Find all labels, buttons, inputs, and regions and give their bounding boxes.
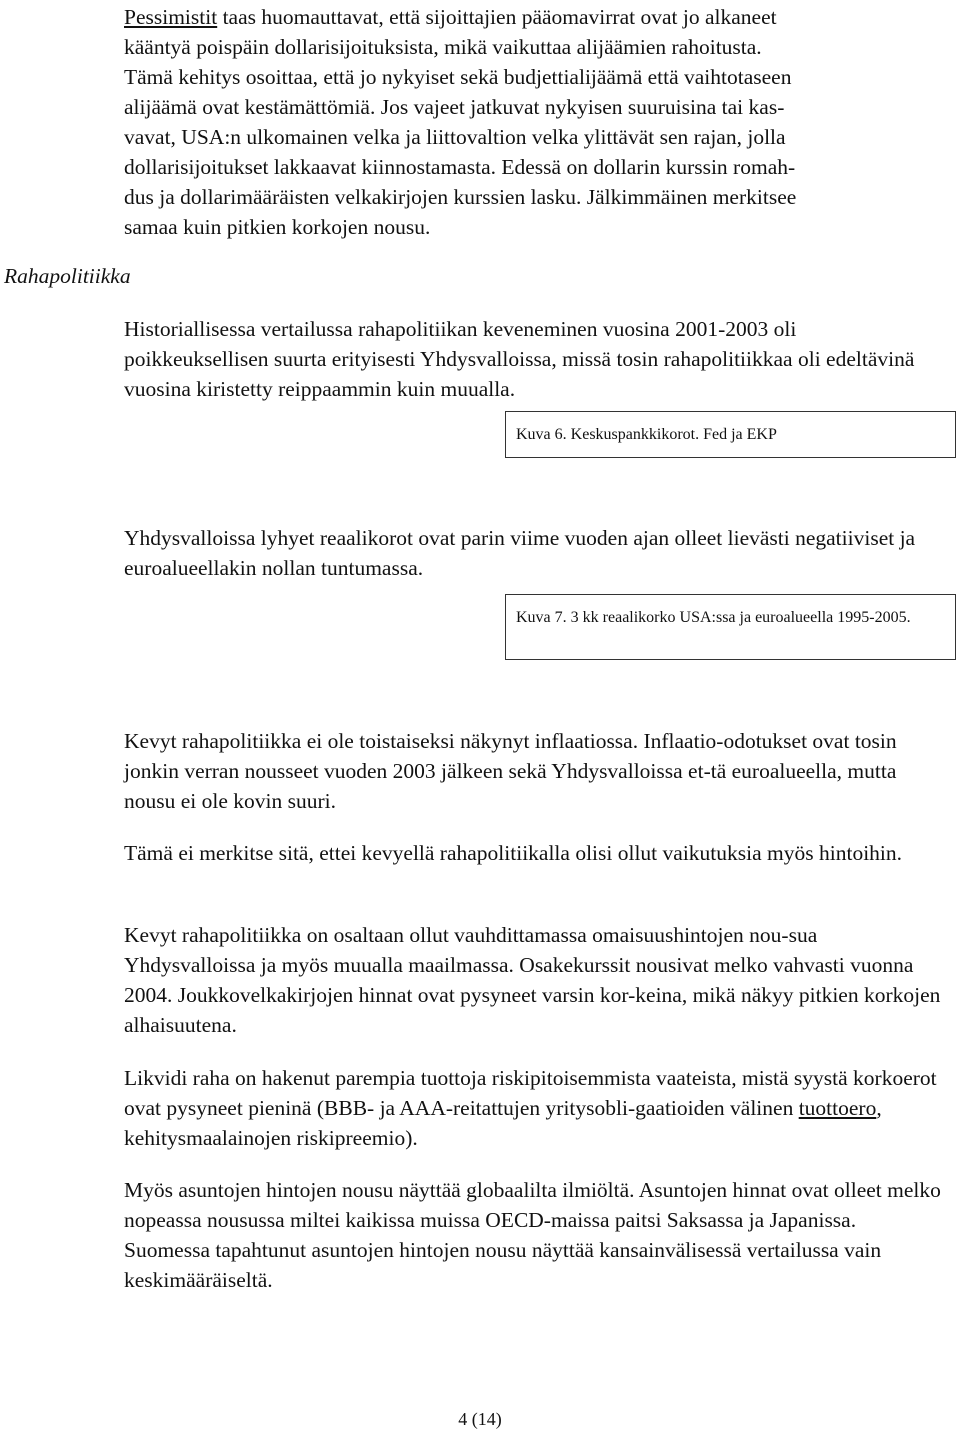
paragraph-historical-comparison: Historiallisessa vertailussa rahapolitiikan keveneminen vuosina 2001-2003 oli poikkeuksellisen suurta erityisesti Yhdysvalloissa, missä tosin rahapolitiikkaa oli edeltävinä vuosina kiristetty reippaammin kuin muualla. — [124, 317, 915, 401]
paragraph-line-2: kääntyä poispäin dollarisijoituksista, mikä vaikuttaa alijäämien rahoitusta. — [124, 35, 762, 59]
paragraph-line-8: samaa kuin pitkien korkojen nousu. — [124, 215, 431, 239]
figure-6-caption: Kuva 6. Keskuspankkikorot. Fed ja EKP — [516, 426, 777, 443]
paragraph-line-3: Tämä kehitys osoittaa, että jo nykyiset sekä budjettialijäämä että vaihtotaseen — [124, 65, 792, 89]
paragraph-line-1: Pessimistit taas huomauttavat, että sijoittajien pääomavirrat ovat jo alkaneet — [124, 5, 777, 29]
paragraph-prices: Tämä ei merkitse sitä, ettei kevyellä rahapolitiikalla olisi ollut vaikutuksia myös hintoihin. — [124, 841, 903, 865]
paragraph-line-4: alijäämä ovat kestämättömiä. Jos vajeet jatkuvat nykyisen suuruisina tai kas- — [124, 95, 785, 119]
figure-7-caption-box — [505, 594, 956, 660]
pessimistit-link[interactable]: Pessimistit — [124, 5, 218, 29]
paragraph-liquidity: Likvidi raha on hakenut parempia tuottoja riskipitoisemmista vaateista, mistä syystä korkoerot ovat pysyneet pieninä (BBB- ja AAA-reitattujen yritysobli-gaatioiden välinen tuottoero, kehitysmaalainojen riskipreemio). — [124, 1066, 937, 1150]
paragraph-real-rates: Yhdysvalloissa lyhyet reaalikorot ovat parin viime vuoden ajan olleet lievästi negatiiviset ja euroalueellakin nollan tuntumassa. — [124, 526, 916, 580]
paragraph-pessimists — [124, 2, 944, 242]
paragraph-housing-prices: Myös asuntojen hintojen nousu näyttää globaalilta ilmiöltä. Asuntojen hinnat ovat olleet melko nopeassa nousussa miltei kaikissa muissa OECD-maissa paitsi Saksassa ja Japanissa. Suomessa tapahtunut asuntojen hintojen nousu näyttää kansainvälisessä vertailussa vain keskimääräiseltä. — [124, 1178, 941, 1292]
tuottoero-link[interactable]: tuottoero — [798, 1096, 877, 1120]
paragraph-line-6: dollarisijoitukset lakkaavat kiinnostamasta. Edessä on dollarin kurssin romah- — [124, 155, 796, 179]
paragraph-line-7: dus ja dollarimääräisten velkakirjojen kurssien lasku. Jälkimmäinen merkitsee — [124, 185, 797, 209]
section-label-rahapolitiikka: Rahapolitiikka — [4, 264, 131, 288]
paragraph-inflation: Kevyt rahapolitiikka ei ole toistaiseksi näkynyt inflaatiossa. Inflaatio-odotukset ovat tosin jonkin verran nousseet vuoden 2003 jälkeen sekä Yhdysvalloissa et-tä euroalueella, mutta nousu ei ole kovin suuri. — [124, 729, 897, 813]
paragraph-line-5: vavat, USA:n ulkomainen velka ja liittovaltion velka ylittävät sen rajan, jolla — [124, 125, 786, 149]
figure-6-caption-box — [505, 411, 956, 458]
paragraph-asset-prices: Kevyt rahapolitiikka on osaltaan ollut vauhdittamassa omaisuushintojen nou-sua Yhdysvalloissa ja myös muualla maailmassa. Osakekurssit nousivat melko vahvasti vuonna 2004. Joukkovelkakirjojen hinnat ovat pysyneet varsin kor-keina, mikä näkyy pitkien korkojen alhaisuutena. — [124, 923, 941, 1037]
figure-7-caption: Kuva 7. 3 kk reaalikorko USA:ssa ja euroalueella 1995-2005. — [516, 609, 911, 626]
page-number: 4 (14) — [458, 1409, 502, 1429]
